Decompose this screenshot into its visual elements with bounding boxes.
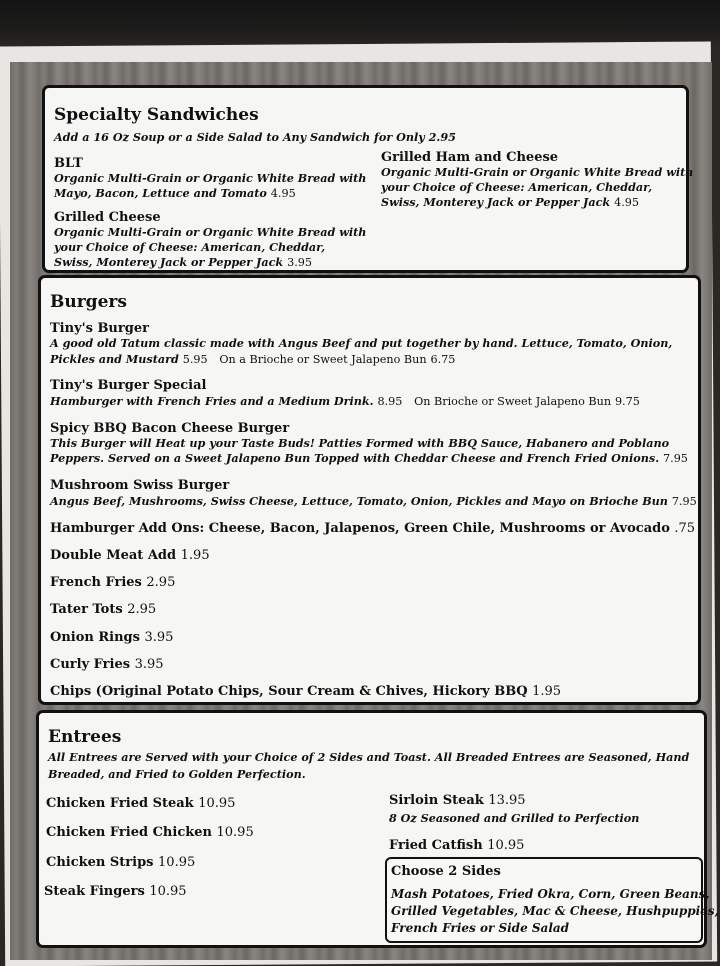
- extra-item: Curly Fries 3.95: [50, 657, 164, 672]
- item-description: your Choice of Cheese: American, Cheddar,: [54, 240, 326, 254]
- item-description: Organic Multi-Grain or Organic White Bread with: [381, 165, 694, 179]
- item-name: Grilled Cheese: [54, 210, 161, 225]
- extra-price: 1.95: [180, 548, 210, 563]
- item-price: 8.95: [377, 395, 403, 408]
- item-price: 4.95: [614, 196, 639, 209]
- extra-item: French Fries 2.95: [50, 575, 176, 590]
- item-description: Swiss, Monterey Jack or Pepper Jack 3.95: [54, 255, 312, 269]
- item-description: This Burger will Heat up your Taste Buds! Patties Formed with BBQ Sauce, Habanero and Poblano: [50, 436, 670, 450]
- section-heading: Specialty Sandwiches: [54, 105, 259, 125]
- item-alt: On Brioche or Sweet Jalapeno Bun: [414, 395, 612, 408]
- item-name: BLT: [54, 156, 83, 171]
- item-name: Grilled Ham and Cheese: [381, 150, 559, 165]
- item-price: 5.95: [182, 353, 208, 366]
- sides-box: [385, 857, 719, 943]
- item-alt: On a Brioche or Sweet Jalapeno Bun: [219, 353, 427, 366]
- sides-list: French Fries or Side Salad: [391, 921, 570, 935]
- entree-item: Sirloin Steak 13.95: [389, 793, 526, 808]
- entree-item: Steak Fingers 10.95: [44, 884, 187, 899]
- item-name: Tiny's Burger Special: [50, 378, 207, 393]
- entree-price: 10.95: [216, 825, 254, 840]
- item-alt-price: 6.75: [430, 353, 456, 366]
- entree-price: 13.95: [488, 793, 526, 808]
- item-description: Angus Beef, Mushrooms, Swiss Cheese, Lettuce, Tomato, Onion, Pickles and Mayo on Brioche Bun 7.95: [50, 494, 697, 508]
- section-tagline: Add a 16 Oz Soup or a Side Salad to Any Sandwich for Only 2.95: [54, 130, 456, 144]
- burgers-panel: [38, 275, 701, 705]
- sides-list: Grilled Vegetables, Mac & Cheese, Hushpuppies,: [391, 904, 719, 918]
- section-heading: Burgers: [50, 292, 127, 312]
- item-description: Mayo, Bacon, Lettuce and Tomato 4.95: [54, 186, 296, 200]
- extra-price: 3.95: [144, 630, 174, 645]
- extra-item: Double Meat Add 1.95: [50, 548, 210, 563]
- item-name: Tiny's Burger: [50, 321, 149, 336]
- entrees-panel: [36, 710, 719, 948]
- item-description: Pickles and Mustard 5.95 On a Brioche or Sweet Jalapeno Bun 6.75: [50, 352, 456, 366]
- item-description: Hamburger with French Fries and a Medium Drink. 8.95 On Brioche or Sweet Jalapeno Bun 9.75: [50, 394, 640, 408]
- section-description: Breaded, and Fried to Golden Perfection.: [48, 767, 306, 781]
- item-description: Peppers. Served on a Sweet Jalapeno Bun Topped with Cheddar Cheese and French Fried Onions. 7.95: [50, 451, 688, 465]
- extra-price: .75: [674, 521, 696, 536]
- extra-price: 2.95: [146, 575, 176, 590]
- item-price: 7.95: [671, 495, 697, 508]
- item-description: Organic Multi-Grain or Organic White Bread with: [54, 171, 367, 185]
- sides-heading: Choose 2 Sides: [391, 864, 501, 879]
- entree-price: 10.95: [198, 796, 236, 811]
- entree-description: 8 Oz Seasoned and Grilled to Perfection: [389, 811, 640, 825]
- specialty-sandwiches-panel: [42, 85, 694, 273]
- extra-price: 2.95: [127, 602, 157, 617]
- section-description: All Entrees are Served with your Choice of 2 Sides and Toast. All Breaded Entrees are Seasoned, Hand: [48, 750, 690, 764]
- extra-price: 3.95: [134, 657, 164, 672]
- extra-item: Tater Tots 2.95: [50, 602, 157, 617]
- entree-item: Chicken Fried Chicken 10.95: [46, 825, 254, 840]
- entree-item: Chicken Strips 10.95: [46, 855, 196, 870]
- entree-price: 10.95: [487, 838, 525, 853]
- entree-item: Chicken Fried Steak 10.95: [46, 796, 236, 811]
- item-description: Organic Multi-Grain or Organic White Bread with: [54, 225, 367, 239]
- item-price: 7.95: [663, 452, 688, 465]
- item-alt-price: 9.75: [614, 395, 640, 408]
- entree-price: 10.95: [158, 855, 196, 870]
- extra-item: Onion Rings 3.95: [50, 630, 174, 645]
- extra-item: Chips (Original Potato Chips, Sour Cream & Chives, Hickory BBQ 1.95: [50, 684, 562, 699]
- extra-price: 1.95: [532, 684, 562, 699]
- item-price: 3.95: [287, 256, 312, 269]
- extra-item: Hamburger Add Ons: Cheese, Bacon, Jalapenos, Green Chile, Mushrooms or Avocado .75: [50, 521, 696, 536]
- section-heading: Entrees: [48, 727, 122, 747]
- sides-list: Mash Potatoes, Fried Okra, Corn, Green Beans,: [391, 887, 710, 901]
- item-description: Swiss, Monterey Jack or Pepper Jack 4.95: [381, 195, 639, 209]
- item-description: A good old Tatum classic made with Angus Beef and put together by hand. Lettuce, Tomato, Onion,: [50, 336, 673, 350]
- entree-item: Fried Catfish 10.95: [389, 838, 525, 853]
- item-price: 4.95: [270, 187, 296, 200]
- item-name: Spicy BBQ Bacon Cheese Burger: [50, 421, 290, 436]
- item-description: your Choice of Cheese: American, Cheddar,: [381, 180, 653, 194]
- entree-price: 10.95: [149, 884, 187, 899]
- item-name: Mushroom Swiss Burger: [50, 478, 230, 493]
